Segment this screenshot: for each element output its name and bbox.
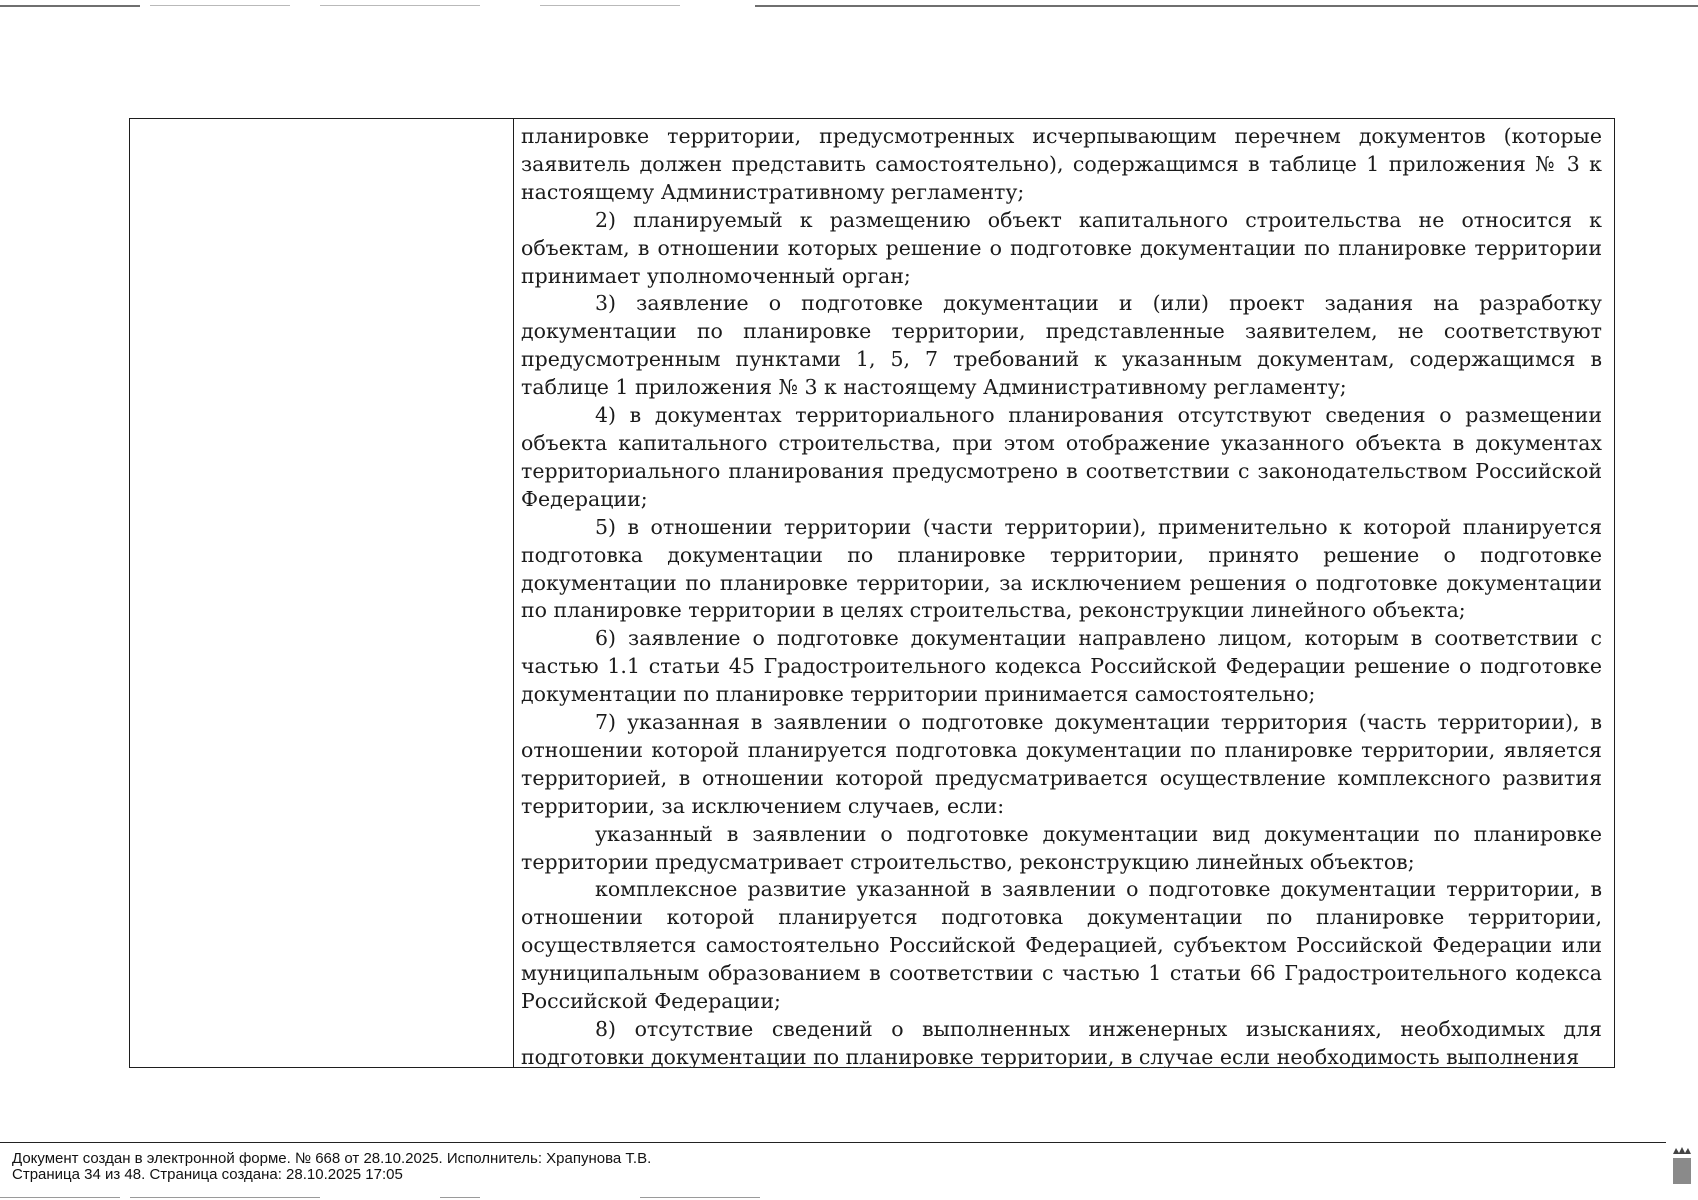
paragraph: 5) в отношении территории (части территории), применительно к которой планируется подготовка документации по планировке территории, принято решение о подготовке документации по планировке территории, за исключением решения о подготовке документации по планировке территории в целях строительства, реконструкции линейного объекта;	[521, 514, 1602, 623]
paragraph: 7) указанная в заявлении о подготовке документации территория (часть территории), в отношении которой планируется подготовка документации по планировке территории, является территорией, в отношении которой предусматривается осуществление комплексного развития территории, за исключением случаев, если:	[521, 710, 1602, 818]
footer-page-info: Страница 34 из 48. Страница создана: 28.10.2025 17:05	[12, 1166, 403, 1183]
paragraph: указанный в заявлении о подготовке документации вид документации по планировке территории предусматривает строительство, реконструкцию линейных объектов;	[521, 821, 1602, 874]
crest-icon	[1671, 1146, 1693, 1156]
footer	[12, 1151, 651, 1183]
scan-edge-top	[150, 5, 290, 6]
scan-edge-bottom	[440, 1197, 480, 1198]
scan-edge-top	[320, 5, 480, 6]
footer-document-info: Документ создан в электронной форме. № 668 от 28.10.2025. Исполнитель: Храпунова Т.В.	[12, 1150, 652, 1167]
document-table	[129, 118, 1615, 1068]
scan-edge-bottom	[0, 1197, 120, 1198]
paragraph: 2) планируемый к размещению объект капитального строительства не относится к объектам, в отношении которых решение о подготовке документации по планировке территории принимает уполномоченный орган;	[521, 207, 1602, 288]
scan-edge-top	[540, 5, 680, 6]
paragraph: планировке территории, предусмотренных исчерпывающим перечнем документов (которые заявитель должен представить самостоятельно), содержащимся в таблице 1 приложения № 3 к настоящему Административному регламенту;	[521, 124, 1602, 204]
table-right-cell	[514, 119, 1614, 1067]
scan-edge-top	[755, 5, 1698, 7]
paragraph: 8) отсутствие сведений о выполненных инженерных изысканиях, необходимых для подготовки документации по планировке территории, в случае если необходимость выполнения	[521, 1017, 1602, 1067]
paragraph: 6) заявление о подготовке документации направлено лицом, которым в соответствии с частью 1.1 статьи 45 Градостроительного кодекса Российской Федерации решение о подготовке документации по планировке территории принимается самостоятельно;	[521, 626, 1602, 707]
scan-edge-bottom	[130, 1197, 320, 1198]
paragraph: комплексное развитие указанной в заявлении о подготовке документации территории, в отношении которой планируется подготовка документации по планировке территории, осуществляется самостоятельно Российской Федерацией, субъектом Российской Федерации или муниципальным образованием в соответствии с частью 1 статьи 66 Градостроительного кодекса Российской Федерации;	[521, 877, 1602, 1014]
scan-edge-bottom	[640, 1197, 760, 1198]
table-left-cell	[130, 119, 514, 1067]
footer-divider	[0, 1142, 1666, 1143]
paragraph: 3) заявление о подготовке документации и (или) проект задания на разработку документации по планировке территории, представленные заявителем, не соответствуют предусмотренным пунктами 1, 5, 7 требований к указанным документам, содержащимся в таблице 1 приложения № 3 к настоящему Административному регламенту;	[521, 291, 1602, 400]
qr-code-icon	[1673, 1158, 1691, 1184]
scan-edge-top	[0, 5, 140, 7]
paragraph: 4) в документах территориального планирования отсутствуют сведения о размещении объекта капитального строительства, при этом отображение указанного объекта в документах территориального планирования предусмотрено в соответствии с законодательством Российской Федерации;	[521, 403, 1602, 511]
